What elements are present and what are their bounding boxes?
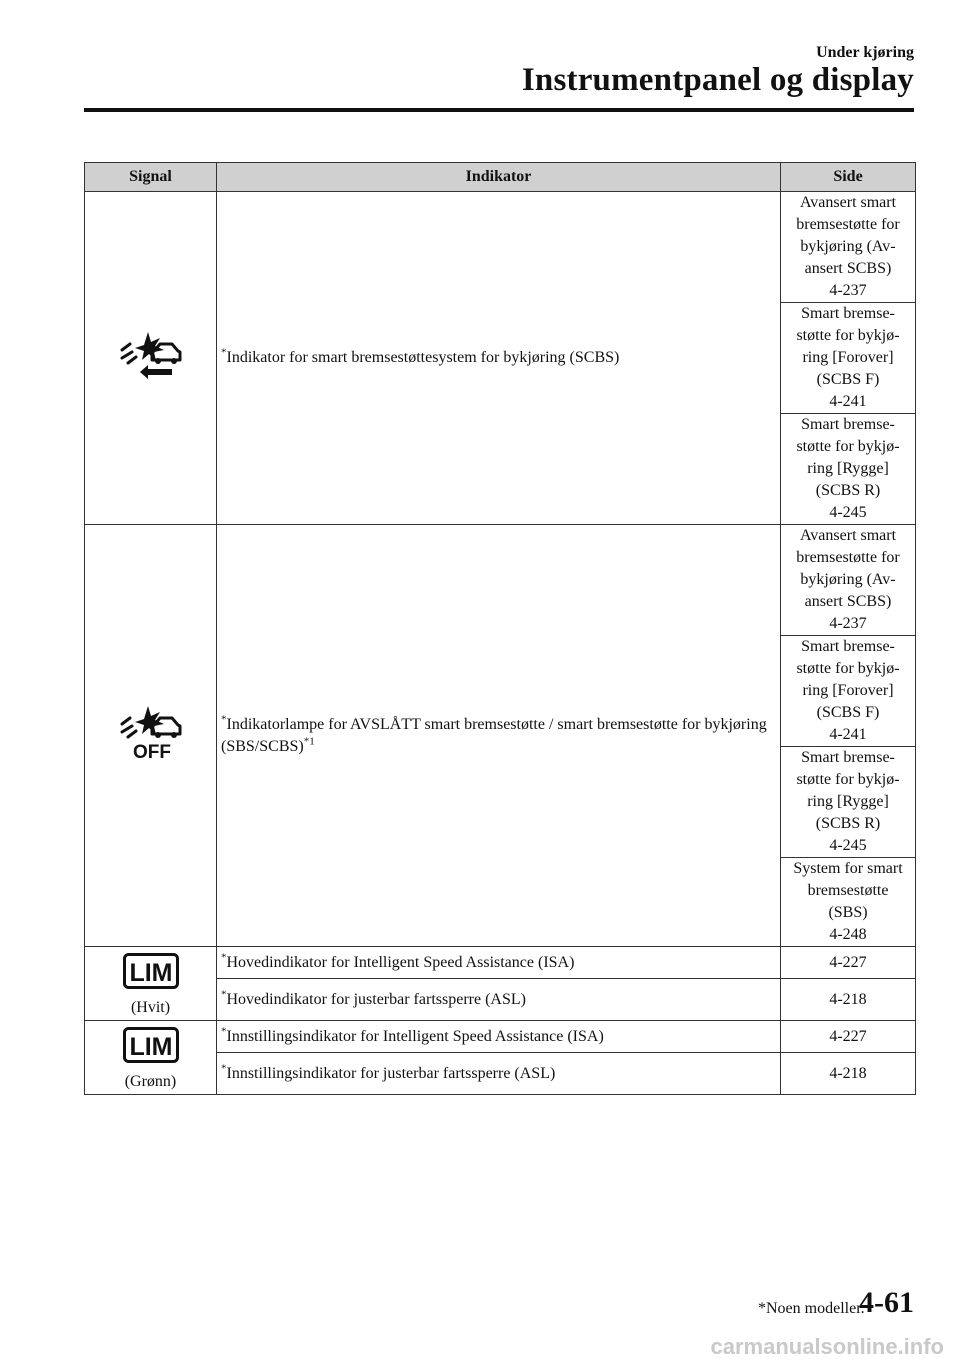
page-ref-line: (SCBS F) [816,704,880,721]
off-icon-text: OFF [132,742,171,760]
page-ref-number: 4-248 [829,926,867,943]
page-ref-number: 4-245 [829,504,867,521]
watermark: carmanualsonline.info [710,1334,944,1359]
page-ref-line: støtte for bykjø- [796,438,900,455]
indicator-description: Innstillingsindikator for justerbar fartssperre (ASL) [226,1064,556,1082]
scbs-off-signal-cell [85,525,217,947]
page-ref-line: ring [Rygge] [807,460,889,477]
model-footnote-mark: * [221,346,227,359]
lim-icon-text: LIM [128,1032,173,1061]
page-ref-number: 4-218 [781,1053,916,1095]
indicator-cell [217,1021,781,1053]
lim-color-label: (Grønn) [124,1072,177,1090]
scbs-indicator-cell [217,192,781,525]
page-ref-number: 4-237 [829,615,867,632]
section-subtitle: Under kjøring [816,44,914,61]
page-reference-cell [781,303,916,414]
model-footnote-mark: * [221,988,227,1001]
column-header-side: Side [781,163,916,192]
model-footnote-mark: * [221,1025,227,1038]
page-ref-line: ring [Rygge] [807,793,889,810]
page-reference-cell [781,858,916,947]
page-ref-line: støtte for bykjø- [796,771,900,788]
page-title: Instrumentpanel og display [521,62,914,98]
page-ref-number: 4-237 [829,282,867,299]
page-ref-line: (SBS) [828,904,868,921]
indicator-description: Hovedindikator for justerbar fartssperre (ASL) [226,990,526,1008]
page-reference-cell [781,192,916,303]
page-ref-line: støtte for bykjø- [796,327,900,344]
page-ref-line: Avansert smart [799,194,897,211]
lim-green-signal-cell [85,1021,217,1095]
scbs-off-icon [118,704,184,760]
page-ref-line: bremsestøtte for [796,216,900,233]
page-ref-line: Smart bremse- [801,305,895,322]
indicator-description: Innstillingsindikator for Intelligent Speed Assistance (ISA) [226,1027,604,1045]
column-header-indicator: Indikator [217,163,781,192]
page-ref-line: (SCBS R) [815,815,881,832]
page-reference-cell [781,747,916,858]
table-row [85,192,916,303]
lim-icon-text: LIM [128,958,173,987]
page-reference-cell [781,525,916,636]
page-reference-cell [781,636,916,747]
page-ref-number: 4-227 [781,1021,916,1053]
page-ref-line: (SCBS R) [815,482,881,499]
page-ref-number: 4-227 [781,947,916,979]
indicator-description: Indikator for smart bremsestøttesystem for bykjøring (SCBS) [226,349,620,366]
indicator-table [84,162,916,1095]
lim-white-signal-cell [85,947,217,1021]
page-ref-line: ring [Forover] [802,349,894,366]
model-footnote-mark: * [221,951,227,964]
model-footnote-mark: * [221,713,227,726]
page-ref-line: bremsestøtte [807,882,889,899]
page-ref-number: 4-241 [829,393,867,410]
header-divider [84,108,914,112]
page-ref-number: 4-245 [829,837,867,854]
page-reference-cell [781,414,916,525]
model-footnote-mark: * [221,1062,227,1075]
footnote-reference: *1 [303,735,315,748]
scbs-signal-cell [85,192,217,525]
page-ref-line: Smart bremse- [801,749,895,766]
page-ref-line: bremsestøtte for [796,549,900,566]
lim-icon [123,953,179,989]
page-ref-line: ring [Forover] [802,682,894,699]
page-ref-line: Smart bremse- [801,638,895,655]
page-ref-number: 4-218 [781,979,916,1021]
page-ref-line: System for smart [793,860,903,877]
table-header-row [85,163,916,192]
column-header-signal: Signal [85,163,217,192]
indicator-description: Hovedindikator for Intelligent Speed Assistance (ISA) [226,953,575,971]
lim-color-label: (Hvit) [130,998,171,1016]
page-ref-line: støtte for bykjø- [796,660,900,677]
indicator-cell [217,979,781,1021]
lim-icon [123,1027,179,1063]
page-ref-line: ansert SCBS) [804,260,892,277]
table-row [85,947,916,979]
footnote-models: *Noen modeller. [758,1300,865,1317]
page-number: 4-61 [859,1286,914,1319]
scbs-off-indicator-cell [217,525,781,947]
page-ref-line: Avansert smart [799,527,897,544]
indicator-cell [217,1053,781,1095]
page-ref-line: bykjøring (Av- [800,571,896,588]
table-row [85,525,916,636]
indicator-description: Indikatorlampe for AVSLÅTT smart bremsestøtte / smart bremsestøtte for bykjøring (SBS/SCBS) [221,715,767,755]
indicator-cell [217,947,781,979]
page-ref-line: bykjøring (Av- [800,238,896,255]
page-ref-line: ansert SCBS) [804,593,892,610]
table-row [85,1021,916,1053]
page-ref-number: 4-241 [829,726,867,743]
page-ref-line: (SCBS F) [816,371,880,388]
scbs-car-collision-icon [118,330,184,380]
page-ref-line: Smart bremse- [801,416,895,433]
